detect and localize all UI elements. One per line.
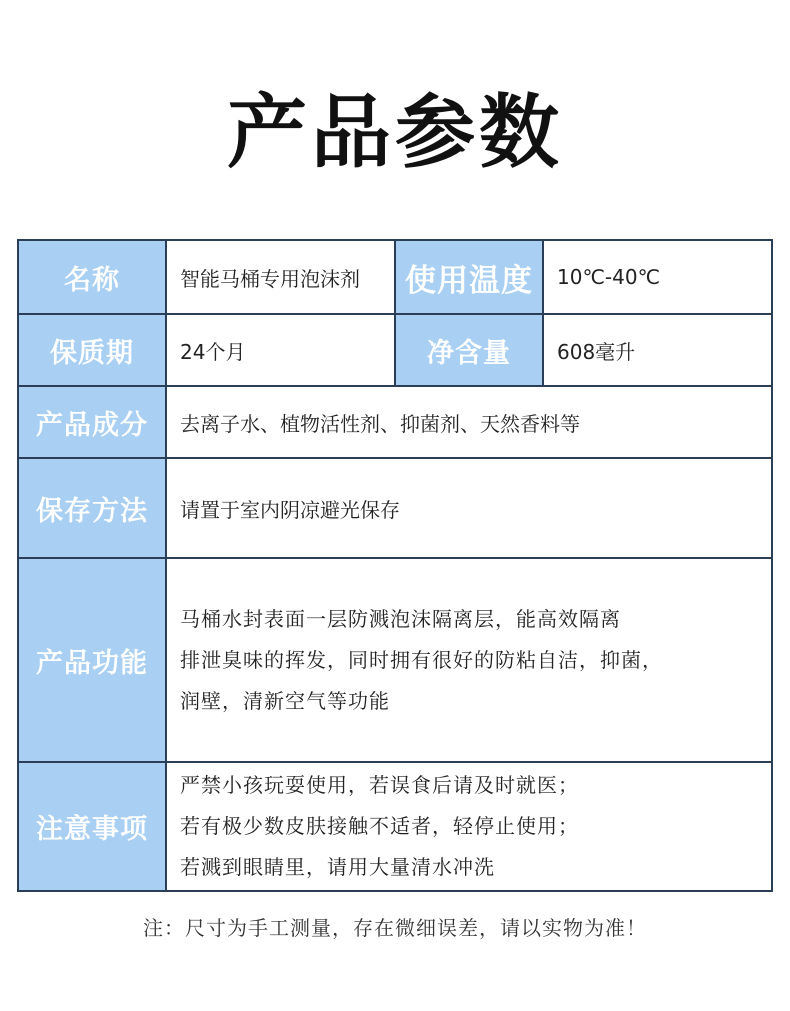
storage-value: 请置于室内阴凉避光保存 <box>167 459 771 557</box>
row-divider <box>19 457 771 459</box>
page-title: 产品参数 <box>227 86 563 179</box>
cautions-label: 注意事项 <box>19 763 165 890</box>
shelf-life-value: 24个月 <box>167 315 394 385</box>
row-divider <box>19 385 771 387</box>
caution-line: 若溅到眼睛里，请用大量清水冲洗 <box>180 855 495 879</box>
function-line: 马桶水封表面一层防溅泡沫隔离层，能高效隔离 <box>180 606 621 631</box>
function-label: 产品功能 <box>19 559 165 761</box>
net-content-value: 608毫升 <box>544 315 771 385</box>
net-content-label: 净含量 <box>396 315 542 385</box>
function-line: 排泄臭味的挥发，同时拥有很好的防粘自洁，抑菌， <box>180 647 663 672</box>
ingredients-label: 产品成分 <box>19 387 165 457</box>
footnote: 注：尺寸为手工测量，存在微细误差，请以实物为准！ <box>143 916 647 940</box>
caution-line: 严禁小孩玩耍使用，若误食后请及时就医； <box>180 773 579 797</box>
cautions-value <box>167 763 771 890</box>
temperature-value: 10℃-40℃ <box>544 241 771 313</box>
function-value <box>167 559 771 761</box>
storage-label: 保存方法 <box>19 459 165 557</box>
caution-line: 若有极少数皮肤接触不适者，轻停止使用； <box>180 814 579 838</box>
name-value: 智能马桶专用泡沫剂 <box>167 241 394 313</box>
parameter-table <box>17 239 773 892</box>
row-divider <box>19 557 771 559</box>
column-divider <box>542 241 544 385</box>
function-line: 润壁，清新空气等功能 <box>180 688 390 713</box>
row-divider <box>19 761 771 763</box>
column-divider <box>394 241 396 385</box>
ingredients-value: 去离子水、植物活性剂、抑菌剂、天然香料等 <box>167 387 771 457</box>
temperature-label: 使用温度 <box>396 241 542 313</box>
column-divider <box>165 241 167 890</box>
name-label: 名称 <box>19 241 165 313</box>
shelf-life-label: 保质期 <box>19 315 165 385</box>
